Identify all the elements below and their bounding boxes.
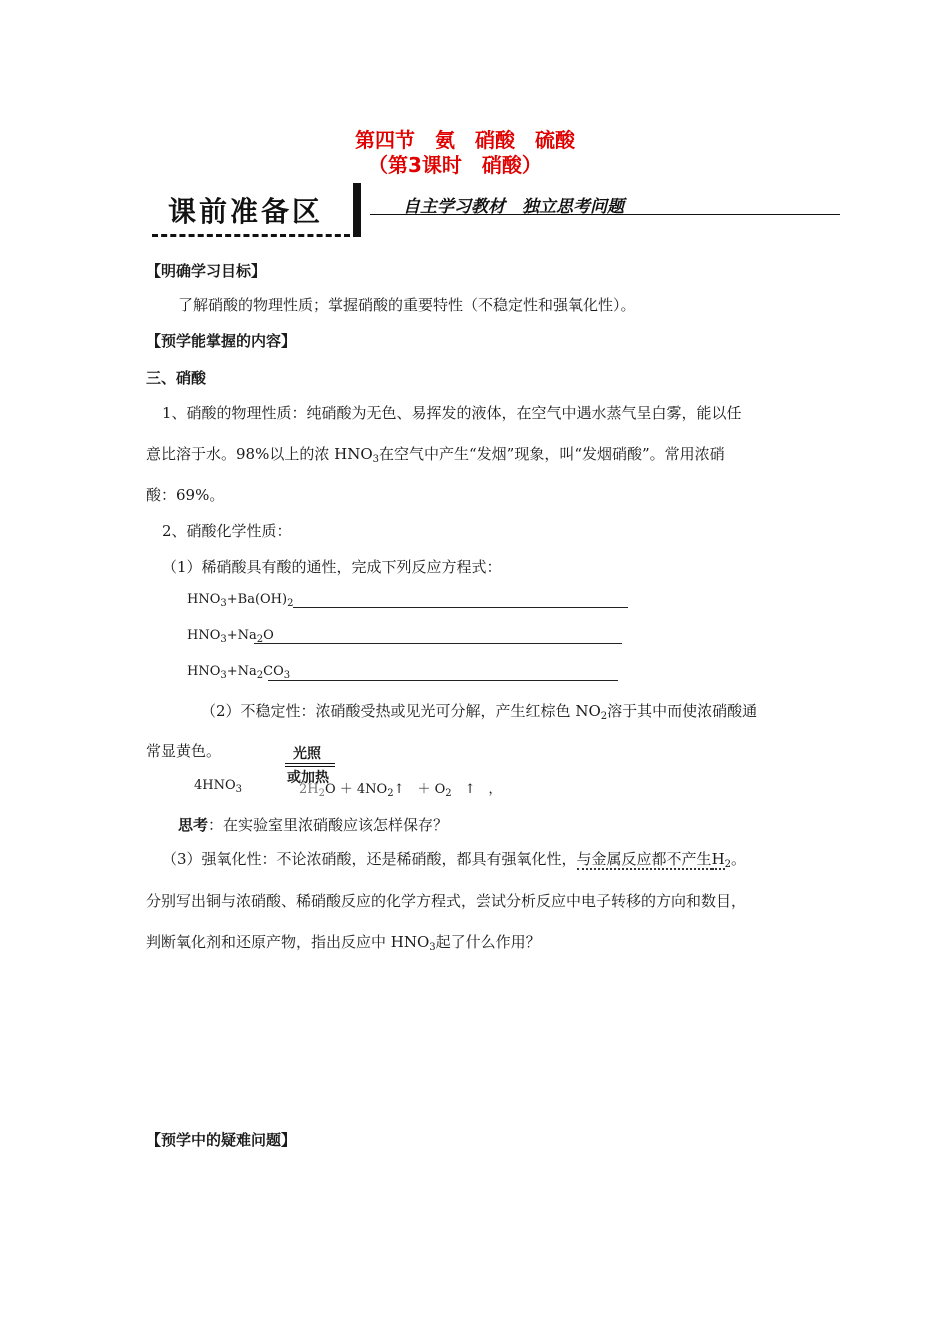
subscript: 3 xyxy=(220,634,227,645)
page-title: 第四节 氨 硝酸 硫酸 xyxy=(355,128,575,152)
subscript: 2 xyxy=(724,859,732,870)
subscript: 2 xyxy=(256,670,264,681)
oxidizing-line-1a: （3）强氧化性：不论浓硝酸，还是稀硝酸，都具有强氧化性， xyxy=(162,850,577,868)
instability-line-1a: （2）不稳定性：浓硝酸受热或见光可分解，产生红棕色 NO xyxy=(201,702,601,720)
oxidizing-line-1 xyxy=(162,848,746,870)
subscript: 2 xyxy=(445,788,452,799)
subscript: 2 xyxy=(256,634,264,645)
eq3-a: HNO xyxy=(187,664,221,679)
eq1-a: HNO xyxy=(187,592,221,607)
eq3-c: CO xyxy=(263,664,284,679)
eq2-c: O xyxy=(263,628,274,643)
equation-2-blank[interactable] xyxy=(254,628,622,644)
oxidizing-end: 。 xyxy=(731,850,747,868)
subscript: 3 xyxy=(283,670,291,681)
subscript: 2 xyxy=(318,788,325,799)
section-heading: 三、硝酸 xyxy=(146,369,207,387)
goal-heading: 【明确学习目标】 xyxy=(146,262,267,280)
oxidizing-line-3b: 起了什么作用？ xyxy=(435,933,541,951)
banner-right-rule xyxy=(370,214,840,215)
chemical-heading: 2、硝酸化学性质： xyxy=(162,522,292,540)
acid-property-text: （1）稀硝酸具有酸的通性，完成下列反应方程式： xyxy=(162,558,502,576)
physical-line-2a: 意比溶于水。98%以上的浓 HNO xyxy=(146,445,373,463)
subscript: 2 xyxy=(600,711,608,722)
oxidizing-line-2: 分别写出铜与浓硝酸、稀硝酸反应的化学方程式，尝试分析反应中电子转移的方向和数目， xyxy=(146,892,747,910)
think-question xyxy=(178,814,448,835)
instability-line-1b: 溶于其中而使浓硝酸通 xyxy=(607,702,758,720)
equation-1 xyxy=(187,592,293,609)
subscript: 3 xyxy=(235,784,243,795)
subscript: 2 xyxy=(287,598,294,609)
subscript: 3 xyxy=(220,670,227,681)
oxidizing-h: H xyxy=(711,850,725,868)
instability-line-1 xyxy=(201,700,757,722)
difficulty-heading: 【预学中的疑难问题】 xyxy=(146,1131,297,1149)
decomposition-reactant xyxy=(194,778,242,795)
subscript: 2 xyxy=(387,788,394,799)
think-label: 思考 xyxy=(178,816,209,834)
physical-line-3: 酸：69%。 xyxy=(146,486,225,504)
reactant-formula: 4HNO xyxy=(194,778,236,793)
think-text: ：在实验室里浓硝酸应该怎样保存？ xyxy=(208,816,449,834)
reaction-arrow-line xyxy=(285,763,335,764)
equation-1-blank[interactable] xyxy=(293,592,628,608)
oxidizing-line-3a: 判断氧化剂和还原产物，指出反应中 HNO xyxy=(146,933,430,951)
eq2-b: +Na xyxy=(226,628,257,643)
product-o2: ↑ ＋ O xyxy=(393,782,446,797)
eq3-b: +Na xyxy=(226,664,257,679)
physical-line-2 xyxy=(146,443,725,465)
instability-line-2: 常显黄色。 xyxy=(146,742,222,760)
preview-heading: 【预学能掌握的内容】 xyxy=(146,332,297,350)
decomposition-products xyxy=(299,778,502,799)
banner-vertical-bar xyxy=(353,183,361,237)
banner-right-label: 自主学习教材 独立思考问题 xyxy=(403,197,624,217)
banner-dashed-rule xyxy=(152,234,350,237)
physical-line-1: 1、硝酸的物理性质：纯硝酸为无色、易挥发的液体，在空气中遇水蒸气呈白雾，能以任 xyxy=(162,404,742,422)
equation-3-blank[interactable] xyxy=(268,665,618,681)
goal-text: 了解硝酸的物理性质；掌握硝酸的重要特性（不稳定性和强氧化性）。 xyxy=(178,296,636,314)
oxidizing-emphasis: 与金属反应都不产生 xyxy=(576,850,712,868)
banner-left-label: 课前准备区 xyxy=(168,195,324,228)
reaction-condition-top: 光照 xyxy=(293,746,321,762)
product-end: ↑ ， xyxy=(451,782,502,797)
physical-line-2b: 在空气中产生“发烟”现象，叫“发烟硝酸”。常用浓硝 xyxy=(379,445,725,463)
reaction-condition-bottom: 或加热 xyxy=(287,770,329,786)
product-water: 2H xyxy=(299,782,319,797)
oxidizing-line-3 xyxy=(146,931,541,953)
subscript: 3 xyxy=(429,942,436,953)
subscript: 3 xyxy=(372,454,379,465)
product-no2: O ＋ 4NO xyxy=(324,782,388,797)
subscript: 3 xyxy=(220,598,227,609)
eq1-b: +Ba(OH) xyxy=(226,592,288,607)
page-subtitle: （第3课时 硝酸） xyxy=(368,153,542,177)
eq2-a: HNO xyxy=(187,628,221,643)
